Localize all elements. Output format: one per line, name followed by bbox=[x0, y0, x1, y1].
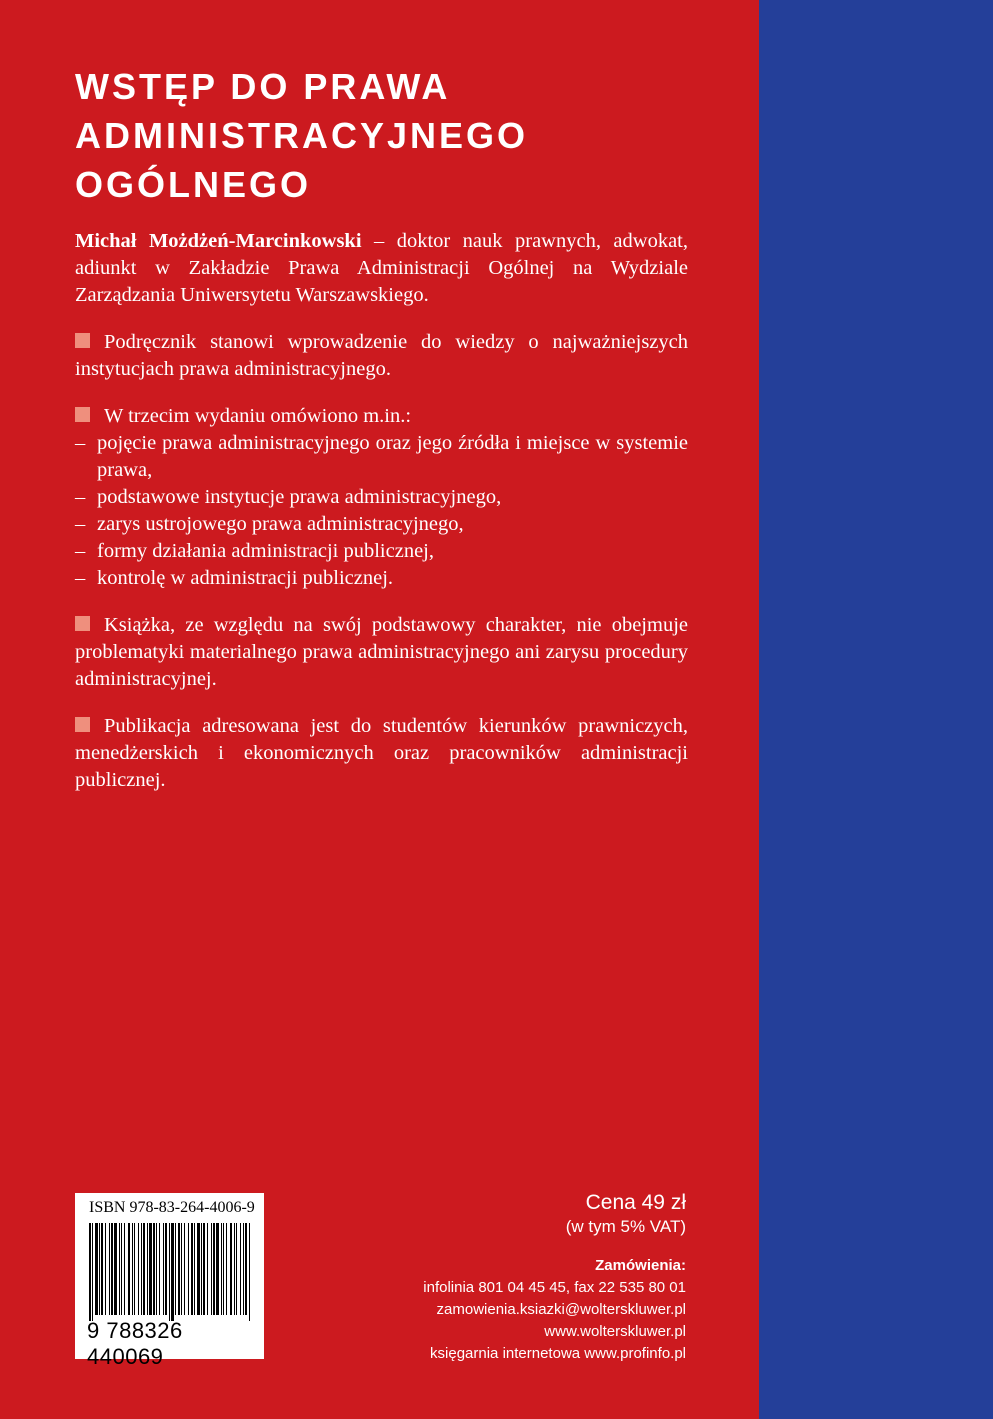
orders-shop[interactable]: księgarnia internetowa www.profinfo.pl bbox=[430, 1345, 686, 1362]
barcode-bar bbox=[121, 1223, 122, 1315]
square-bullet-icon bbox=[75, 717, 90, 732]
barcode-bar bbox=[92, 1223, 93, 1321]
barcode-bar bbox=[89, 1223, 91, 1321]
price-vat: (w tym 5% VAT) bbox=[565, 1217, 686, 1236]
barcode-bar bbox=[169, 1223, 170, 1321]
list-item: – podstawowe instytucje prawa administracyjnego, bbox=[75, 484, 688, 511]
list-item: – formy działania administracji publicznej, bbox=[75, 538, 688, 565]
barcode-bar bbox=[119, 1223, 120, 1315]
barcode-bar bbox=[175, 1223, 176, 1315]
title-line-3: OGÓLNEGO bbox=[75, 164, 312, 205]
barcode-bar bbox=[178, 1223, 180, 1315]
title-line-1: WSTĘP DO PRAWA bbox=[75, 66, 451, 107]
barcode-bar bbox=[165, 1223, 167, 1315]
edition-lead-text: W trzecim wydaniu omówiono m.in.: bbox=[104, 405, 412, 427]
barcode-bar bbox=[132, 1223, 133, 1315]
barcode-bar bbox=[194, 1223, 195, 1315]
barcode-bar bbox=[245, 1223, 247, 1315]
barcode-bar bbox=[171, 1223, 174, 1321]
barcode-bar bbox=[128, 1223, 130, 1315]
barcode-bar bbox=[181, 1223, 182, 1315]
edition-lead bbox=[75, 403, 688, 430]
barcode-bar bbox=[163, 1223, 164, 1315]
barcode-bar bbox=[101, 1223, 103, 1315]
barcode-bar bbox=[147, 1223, 148, 1315]
price-main: Cena 49 zł bbox=[585, 1191, 686, 1214]
barcode-bar bbox=[203, 1223, 205, 1315]
blue-spine-band bbox=[759, 0, 993, 1419]
barcode-bar bbox=[230, 1223, 232, 1315]
orders-email[interactable]: zamowienia.ksiazki@wolterskluwer.pl bbox=[436, 1301, 686, 1318]
orders-header: Zamówienia: bbox=[595, 1257, 686, 1274]
barcode-bar bbox=[249, 1223, 250, 1321]
barcode-bar bbox=[243, 1223, 244, 1315]
barcode-bar bbox=[99, 1223, 100, 1315]
barcode-bar bbox=[114, 1223, 117, 1315]
orders-block bbox=[423, 1255, 686, 1365]
barcode-bar bbox=[197, 1223, 200, 1315]
barcode-box bbox=[75, 1193, 264, 1369]
barcode-bar bbox=[111, 1223, 113, 1315]
barcode-bar bbox=[207, 1223, 208, 1315]
author-name: Michał Możdżeń-Marcinkowski bbox=[75, 230, 362, 252]
audience-paragraph bbox=[75, 713, 688, 794]
audience-text: Publikacja adresowana jest do studentów kierunków prawniczych, menedżerskich i ekonomicznych oraz pracowników administracji publicznej. bbox=[75, 715, 688, 791]
barcode-bar bbox=[188, 1223, 189, 1315]
edition-list bbox=[75, 430, 688, 592]
barcode-bar bbox=[226, 1223, 227, 1315]
scope-paragraph bbox=[75, 612, 688, 693]
barcode-bar bbox=[134, 1223, 135, 1315]
barcode-bar bbox=[223, 1223, 224, 1315]
square-bullet-icon bbox=[75, 616, 90, 631]
barcode-bar bbox=[141, 1223, 142, 1315]
orders-phone: infolinia 801 04 45 45, fax 22 535 80 01 bbox=[423, 1279, 686, 1296]
barcode-bar bbox=[149, 1223, 152, 1315]
barcode-bar bbox=[109, 1223, 110, 1315]
barcode-bar bbox=[240, 1223, 241, 1315]
barcode-bar bbox=[124, 1223, 125, 1315]
barcode-bar bbox=[184, 1223, 185, 1315]
barcode-bar bbox=[159, 1223, 160, 1315]
barcode-bars-icon bbox=[89, 1223, 251, 1321]
barcode-bar bbox=[143, 1223, 145, 1315]
barcode-bar bbox=[105, 1223, 106, 1315]
title-line-2: ADMINISTRACYJNEGO bbox=[75, 115, 529, 156]
isbn-label: ISBN 978-83-264-4006-9 bbox=[89, 1199, 255, 1216]
barcode-bar bbox=[216, 1223, 219, 1315]
list-item: – zarys ustrojowego prawa administracyjnego, bbox=[75, 511, 688, 538]
barcode-bar bbox=[191, 1223, 193, 1315]
edition-block bbox=[75, 403, 688, 592]
ean-digits: 9 788326 440069 bbox=[87, 1318, 183, 1369]
list-item: – kontrolę w administracji publicznej. bbox=[75, 565, 688, 592]
barcode-bar bbox=[234, 1223, 235, 1315]
blurb-body bbox=[75, 228, 688, 814]
author-bio: – doktor nauk prawnych, adwokat, adiunkt w Zakładzie Prawa Administracji Ogólnej na Wydziale Zarządzania Uniwersytetu Warszawskiego. bbox=[75, 230, 688, 306]
barcode-bar bbox=[236, 1223, 237, 1315]
barcode-bar bbox=[213, 1223, 215, 1315]
intro-paragraph bbox=[75, 329, 688, 383]
barcode-bar bbox=[138, 1223, 139, 1315]
book-title bbox=[75, 62, 675, 209]
barcode-bar bbox=[221, 1223, 222, 1315]
scope-text: Książka, ze względu na swój podstawowy charakter, nie obejmuje problematyki materialnego prawa administracyjnego ani zarysu procedury administracyjnej. bbox=[75, 614, 688, 690]
barcode-bar bbox=[153, 1223, 155, 1315]
barcode-bar bbox=[201, 1223, 202, 1315]
barcode-bar bbox=[156, 1223, 157, 1315]
list-item: – pojęcie prawa administracyjnego oraz jego źródła i miejsce w systemie prawa, bbox=[75, 430, 688, 484]
square-bullet-icon bbox=[75, 333, 90, 348]
orders-website[interactable]: www.wolterskluwer.pl bbox=[544, 1323, 686, 1340]
intro-text: Podręcznik stanowi wprowadzenie do wiedzy o najważniejszych instytucjach prawa administracyjnego. bbox=[75, 331, 688, 380]
barcode-bar bbox=[211, 1223, 212, 1315]
author-paragraph bbox=[75, 228, 688, 309]
square-bullet-icon bbox=[75, 407, 90, 422]
price-block bbox=[566, 1190, 686, 1238]
barcode-bar bbox=[95, 1223, 98, 1315]
